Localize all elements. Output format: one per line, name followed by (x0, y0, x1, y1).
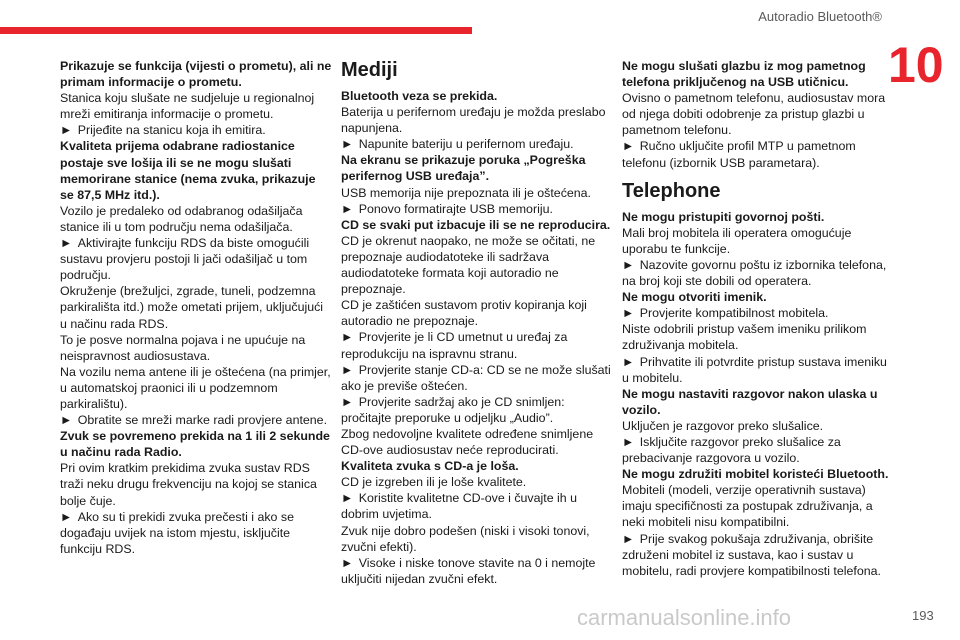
solution-text: Isključite razgovor preko slušalice za prebacivanje razgovora u vozilo. (622, 434, 841, 466)
section-heading: Mediji (341, 59, 398, 81)
column-1 (60, 58, 332, 557)
solution-step (622, 305, 890, 321)
arrow-icon: ► (60, 123, 76, 138)
solution-step (60, 122, 332, 138)
solution-text: Obratite se mreži marke radi provjere antene. (77, 413, 328, 428)
question-text: Zvuk se povremeno prekida na 1 ili 2 sekunde u načinu rada Radio. (60, 429, 330, 460)
question-text: Ne mogu slušati glazbu iz mog pametnog telefona priključenog na USB utičnicu. (622, 59, 866, 90)
arrow-icon: ► (341, 394, 357, 409)
arrow-icon: ► (341, 201, 357, 216)
answer-text: Vozilo je predaleko od odabranog odašiljača stanice ili u tom području nema odašiljača. (60, 203, 303, 234)
arrow-icon: ► (622, 306, 638, 321)
arrow-icon: ► (622, 139, 638, 154)
answer-text: Niste odobrili pristup vašem imeniku prilikom združivanja mobitela. (622, 322, 867, 353)
answer-text: CD je izgreben ili je loše kvalitete. (341, 475, 527, 490)
solution-step (341, 490, 611, 522)
arrow-icon: ► (341, 555, 357, 570)
solution-text: Provjerite stanje CD-a: CD se ne može slušati ako je previše oštećen. (341, 362, 611, 393)
section-heading: Telephone (622, 179, 721, 202)
solution-text: Provjerite je li CD umetnut u uređaj za reprodukciju na ispravnu stranu. (341, 330, 568, 361)
question-text: CD se svaki put izbacuje ili se ne reproducira. (341, 217, 611, 232)
answer-text: Ovisno o pametnom telefonu, audiosustav mora od njega dobiti odobrenje za pristup glazbi u pametnom telefonu. (622, 91, 886, 138)
answer-text: Mali broj mobitela ili operatera omogućuje uporabu te funkcije. (622, 225, 852, 256)
answer-text: Mobiteli (modeli, verzije operativnih sustava) imaju specifičnosti za postupak združivanja, a neki mobiteli nisu kompatibilni. (622, 483, 873, 530)
arrow-icon: ► (622, 434, 638, 449)
solution-step (622, 354, 890, 386)
solution-text: Provjerite sadržaj ako je CD snimljen: pročitajte preporuke u odjeljku „Audio”. (341, 394, 565, 425)
question-text: Prikazuje se funkcija (vijesti o prometu), ali ne primam informacije o prometu. (60, 59, 332, 90)
page-number: 193 (912, 608, 934, 623)
answer-text: USB memorija nije prepoznata ili je oštećena. (341, 185, 592, 200)
solution-step (341, 362, 611, 394)
solution-text: Koristite kvalitetne CD-ove i čuvajte ih u dobrim uvjetima. (341, 491, 578, 522)
header-accent-bar (0, 27, 472, 34)
answer-text: To je posve normalna pojava i ne upućuje na neispravnost audiosustava. (60, 332, 306, 363)
question-text: Ne mogu otvoriti imenik. (622, 290, 767, 305)
solution-step (341, 201, 611, 217)
arrow-icon: ► (622, 354, 638, 369)
arrow-icon: ► (341, 491, 357, 506)
chapter-number: 10 (888, 37, 944, 93)
solution-step (60, 412, 332, 428)
answer-text: Zbog nedovoljne kvalitete određene snimljene CD-ove audiosustav neće reproducirati. (341, 426, 594, 458)
solution-text: Ponovo formatirajte USB memoriju. (358, 201, 553, 216)
answer-text: CD je okrenut naopako, ne može se očitati, ne prepoznaje audiodatoteke ili sadržava audiodatoteke formata koji autoradio ne prepoznaje. (341, 233, 596, 297)
solution-step (341, 394, 611, 426)
question-text: Bluetooth veza se prekida. (341, 89, 498, 103)
question-text: Ne mogu pristupiti govornoj pošti. (622, 209, 825, 224)
solution-text: Ručno uključite profil MTP u pametnom telefonu (izbornik USB parametara). (622, 139, 856, 170)
solution-text: Aktivirajte funkciju RDS da biste omogućili sustavu provjeru postoji li jači odašiljač u tom području. (60, 236, 310, 283)
question-text: Na ekranu se prikazuje poruka „Pogreška perifernog USB uređaja”. (341, 153, 586, 184)
solution-text: Nazovite govornu poštu iz izbornika telefona, na broj koji ste dobili od operatera. (622, 257, 887, 289)
answer-text: Zvuk nije dobro podešen (niski i visoki tonovi, zvučni efekti). (341, 523, 590, 554)
solution-text: Prihvatite ili potvrdite pristup sustava imeniku u mobitelu. (622, 354, 887, 385)
watermark: carmanualsonline.info (577, 605, 792, 630)
solution-text: Prije svakog pokušaja združivanja, obrišite združeni mobitel iz sustava, kao i sustav u mobitelu, radi provjere kompatibilnosti telefona. (622, 531, 881, 578)
question-text: Ne mogu združiti mobitel koristeći Bluetooth. (622, 467, 889, 482)
solution-text: Ako su ti prekidi zvuka prečesti i ako se događaju uvijek na istom mjestu, isključite funkciju RDS. (60, 509, 294, 556)
arrow-icon: ► (341, 330, 357, 345)
chapter-title: Autoradio Bluetooth® (758, 9, 882, 24)
arrow-icon: ► (60, 509, 76, 524)
arrow-icon: ► (60, 236, 76, 251)
solution-text: Provjerite kompatibilnost mobitela. (639, 306, 829, 321)
arrow-icon: ► (622, 531, 638, 546)
answer-text: Uključen je razgovor preko slušalice. (622, 418, 824, 433)
column-3 (622, 58, 890, 579)
answer-text: CD je zaštićen sustavom protiv kopiranja koji autoradio ne prepoznaje. (341, 298, 587, 329)
arrow-icon: ► (60, 413, 76, 428)
solution-step (622, 531, 890, 579)
question-text: Kvaliteta prijema odabrane radiostanice postaje sve lošija ili se ne mogu slušati memorirane stanice (nema zvuka, prikazuje se 87,5 MHz itd.). (60, 139, 316, 202)
arrow-icon: ► (341, 362, 357, 377)
solution-step (341, 555, 611, 587)
answer-text: Okruženje (brežuljci, zgrade, tuneli, podzemna parkirališta itd.) može ometati prijem, uključujući u načinu rada RDS. (60, 284, 324, 331)
question-text: Ne mogu nastaviti razgovor nakon ulaska u vozilo. (622, 386, 878, 417)
solution-step (622, 138, 890, 170)
column-2 (341, 58, 611, 587)
solution-step (341, 136, 611, 152)
solution-text: Napunite bateriju u perifernom uređaju. (358, 137, 574, 152)
question-text: Kvaliteta zvuka s CD-a je loša. (341, 459, 519, 474)
solution-step (341, 329, 611, 361)
solution-step (622, 434, 890, 466)
solution-step (60, 235, 332, 283)
answer-text: Stanica koju slušate ne sudjeluje u regionalnoj mreži emitiranja informacije o prometu. (60, 91, 315, 122)
answer-text: Na vozilu nema antene ili je oštećena (na primjer, u automatskoj praonici ili u podzemnom parkiralištu). (60, 364, 331, 411)
arrow-icon: ► (341, 137, 357, 152)
arrow-icon: ► (622, 257, 638, 272)
solution-text: Prijeđite na stanicu koja ih emitira. (77, 123, 266, 138)
solution-step (622, 257, 890, 289)
answer-text: Pri ovim kratkim prekidima zvuka sustav RDS traži neku drugu frekvenciju na kojoj se stanica bolje čuje. (60, 461, 317, 508)
solution-text: Visoke i niske tonove stavite na 0 i nemojte uključiti nijedan zvučni efekt. (341, 555, 596, 586)
solution-step (60, 509, 332, 557)
answer-text: Baterija u perifernom uređaju je možda preslabo napunjena. (341, 105, 606, 136)
